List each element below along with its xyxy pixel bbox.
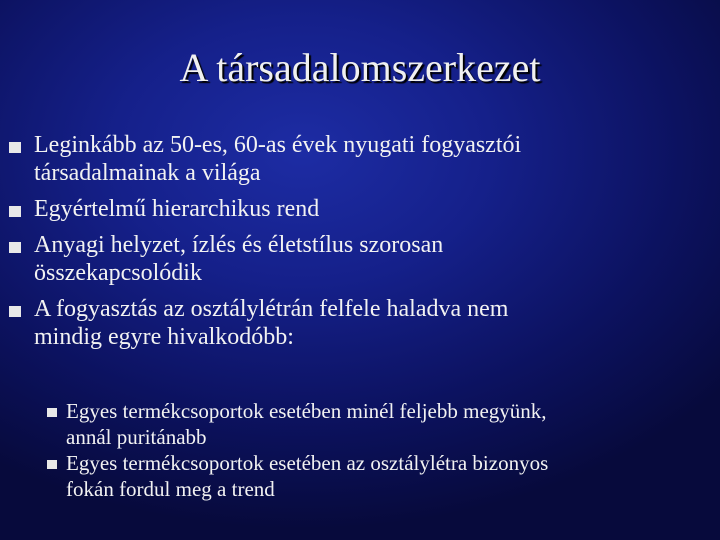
sub-bullet-list xyxy=(46,398,716,502)
bullet-text-line: összekapcsolódik xyxy=(34,260,202,286)
sub-bullet-text-line: Egyes termékcsoportok esetében az osztálylétra bizonyos xyxy=(66,451,549,475)
square-bullet-icon xyxy=(47,408,57,417)
bullet-text-line: Egyértelmű hierarchikus rend xyxy=(34,196,320,222)
bullet-list xyxy=(8,131,713,359)
sub-bullet-text-line: Egyes termékcsoportok esetében minél feljebb megyünk, xyxy=(66,399,547,423)
square-bullet-icon xyxy=(47,460,57,469)
bullet-text-line: Leginkább az 50-es, 60-as évek nyugati fogyasztói xyxy=(34,132,522,158)
bullet-text-line: A fogyasztás az osztálylétrán felfele haladva nem xyxy=(34,296,509,322)
bullet-text-line: társadalmainak a világa xyxy=(34,160,261,186)
sub-bullet-item xyxy=(46,450,716,502)
bullet-item xyxy=(8,231,713,287)
bullet-item xyxy=(8,295,713,351)
sub-bullet-text-line: fokán fordul meg a trend xyxy=(66,477,275,501)
bullet-text-line: Anyagi helyzet, ízlés és életstílus szorosan xyxy=(34,232,444,258)
square-bullet-icon xyxy=(9,206,21,217)
square-bullet-icon xyxy=(9,306,21,317)
square-bullet-icon xyxy=(9,142,21,153)
sub-bullet-text-line: annál puritánabb xyxy=(66,425,207,449)
bullet-text-line: mindig egyre hivalkodóbb: xyxy=(34,324,294,350)
bullet-item xyxy=(8,131,713,187)
square-bullet-icon xyxy=(9,242,21,253)
bullet-item xyxy=(8,195,713,223)
sub-bullet-item xyxy=(46,398,716,450)
slide-title: A társadalomszerkezet xyxy=(179,45,541,90)
